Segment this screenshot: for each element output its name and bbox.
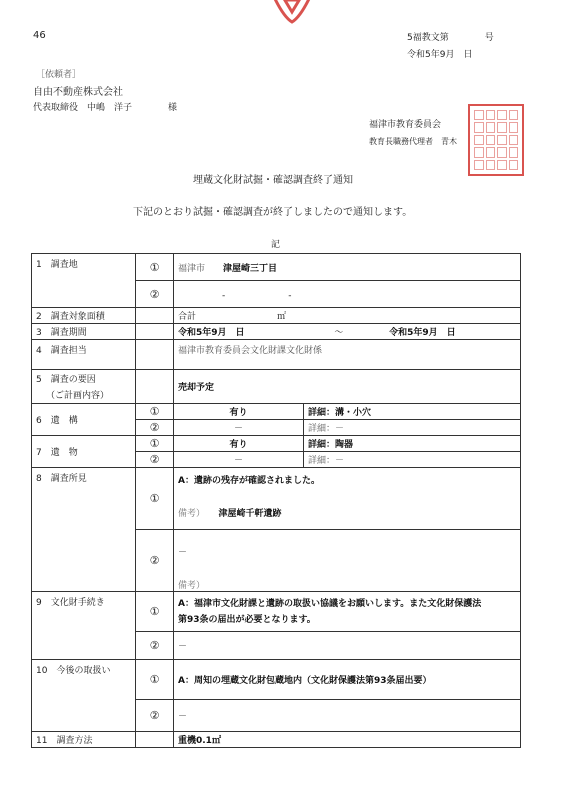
document-number: 5福教文第 号 [407, 33, 494, 43]
procedure-value-1: A：福津市文化財課と遺跡の取扱い協議をお願いします。また文化財保護法 第93条の届出が必要となります。 [174, 592, 521, 632]
table-row-period [32, 324, 521, 340]
features-value-1: 有り [174, 404, 304, 420]
reason-value: 売却予定 [174, 370, 521, 404]
features-detail-2: 詳細：－ [304, 420, 521, 436]
mark-two: ② [136, 281, 174, 308]
document-title: 埋蔵文化財試掘・確認調査終了通知 [193, 175, 353, 186]
table-row-artifacts: 7 遺 物 ① 有り 詳細：陶器 [32, 436, 521, 452]
table-row-handling-2: ② － [32, 700, 521, 732]
recipient-person: 代表取締役 中嶋 洋子 様 [33, 103, 178, 113]
table-row-procedure: 9 文化財手続き ① A：福津市文化財課と遺跡の取扱い協議をお願いします。また文化財保護法 第93条の届出が必要となります。 [32, 592, 521, 632]
row-label: 8 調査所見 [32, 468, 136, 592]
row-label: 4 調査担当 [32, 340, 136, 370]
artifacts-detail-2: 詳細：－ [304, 452, 521, 468]
row-label: 11 調査方法 [32, 732, 136, 748]
table-row-area [32, 308, 521, 324]
table-row-features-2: ② － 詳細：－ [32, 420, 521, 436]
findings-value-1: A：遺跡の残存が確認されました。 備考） 津屋崎千軒遺跡 [174, 468, 521, 530]
features-detail-1: 詳細：溝・小穴 [304, 404, 521, 420]
table-row-method [32, 732, 521, 748]
table-row-features: 6 遺 構 ① 有り 詳細：溝・小穴 [32, 404, 521, 420]
artifacts-value-2: － [174, 452, 304, 468]
red-seal-stamp-top [262, 0, 322, 26]
survey-result-table [31, 253, 521, 748]
official-seal-stamp [468, 104, 524, 176]
findings-value-2: － 備考） [174, 530, 521, 592]
row-label: 9 文化財手続き [32, 592, 136, 660]
table-row-findings: 8 調査所見 ① A：遺跡の残存が確認されました。 備考） 津屋崎千軒遺跡 [32, 468, 521, 530]
row-label: 5 調査の要因 （ご計画内容） [32, 370, 136, 404]
sender-org: 福津市教育委員会 [369, 120, 442, 130]
recipient-tag: ［依頼者］ [36, 70, 82, 80]
recipient-company: 自由不動産株式会社 [33, 87, 123, 98]
method-value: 重機0.1㎡ [174, 732, 521, 748]
sender-person: 教育長職務代理者 青木 [369, 137, 457, 146]
row-label: 10 今後の取扱い [32, 660, 136, 732]
period-value: 令和5年9月 日 ～ 令和5年9月 日 [174, 324, 521, 340]
table-row-reason [32, 370, 521, 404]
staff-value: 福津市教育委員会文化財課文化財係 [174, 340, 521, 370]
document-date: 令和5年9月 日 [407, 50, 473, 60]
table-row-handling: 10 今後の取扱い ① A：周知の埋蔵文化財包蔵地内（文化財保護法第93条届出要） [32, 660, 521, 700]
artifacts-value-1: 有り [174, 436, 304, 452]
ki-label: 記 [271, 240, 281, 250]
site-value-2: - - [174, 281, 521, 308]
table-row-staff [32, 340, 521, 370]
procedure-value-2: － [174, 632, 521, 660]
area-value: 合計 ㎡ [174, 308, 521, 324]
page-number: 46 [33, 30, 46, 41]
table-row-artifacts-2: ② － 詳細：－ [32, 452, 521, 468]
row-label: 3 調査期間 [32, 324, 136, 340]
features-value-2: － [174, 420, 304, 436]
table-row-survey-site [32, 254, 521, 281]
row-label: 7 遺 物 [32, 436, 136, 468]
handling-value-1: A：周知の埋蔵文化財包蔵地内（文化財保護法第93条届出要） [174, 660, 521, 700]
table-row-procedure-2: ② － [32, 632, 521, 660]
site-value-1: 福津市 津屋崎三丁目 [174, 254, 521, 281]
row-label: 6 遺 構 [32, 404, 136, 436]
table-row-findings-2: ② － 備考） [32, 530, 521, 592]
artifacts-detail-1: 詳細：陶器 [304, 436, 521, 452]
row-label: 2 調査対象面積 [32, 308, 136, 324]
mark-one: ① [136, 254, 174, 281]
intro-text: 下記のとおり試掘・確認調査が終了しましたので通知します。 [133, 207, 413, 218]
row-label: 1 調査地 [32, 254, 136, 308]
handling-value-2: － [174, 700, 521, 732]
